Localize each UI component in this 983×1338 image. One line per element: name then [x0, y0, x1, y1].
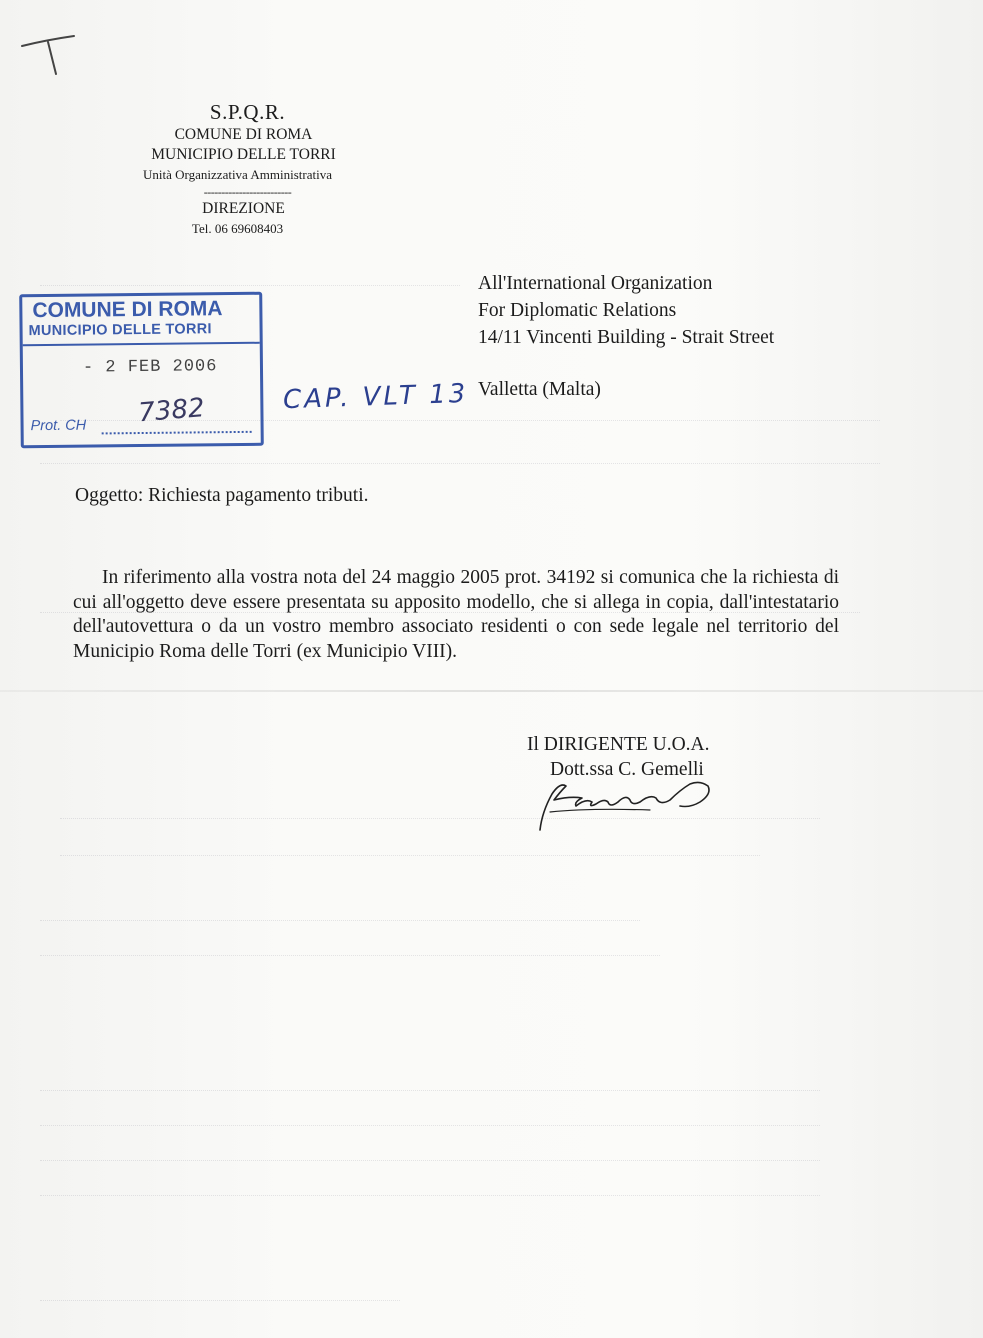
- letterhead-divider: -------------------------: [203, 185, 292, 199]
- recipient-line: 14/11 Vincenti Building - Strait Street: [478, 327, 775, 348]
- letterhead-municipio: MUNICIPIO DELLE TORRI: [151, 146, 336, 163]
- bleed-through-line: [40, 1090, 820, 1092]
- recipient-address: [478, 270, 774, 403]
- bleed-through-line: [40, 1300, 400, 1302]
- handwritten-signature: [530, 772, 730, 837]
- subject-line: Oggetto: Richiesta pagamento tributi.: [75, 485, 369, 506]
- handwritten-cap-note: CAP. VLT 13: [282, 378, 469, 416]
- bleed-through-line: [40, 463, 880, 465]
- bleed-through-line: [40, 1160, 820, 1162]
- recipient-line: For Diplomatic Relations: [478, 300, 677, 321]
- stamp-dotted-line: [102, 431, 252, 435]
- recipient-line: Valletta (Malta): [478, 379, 601, 400]
- letter-body: In riferimento alla vostra nota del 24 maggio 2005 prot. 34192 si comunica che la richiesta di cui all'oggetto deve essere presentata su apposito modello, che si allega in copia, dall'intestatario dell'autovettura o da un vostro membro associato residenti o con sede legale nel territorio del Municipio Roma delle Torri (ex Municipio VIII).: [73, 567, 839, 662]
- bleed-through-line: [40, 1125, 820, 1127]
- letterhead-comune: COMUNE DI ROMA: [174, 126, 313, 143]
- bleed-through-line: [40, 285, 460, 287]
- bleed-through-line: [40, 955, 660, 957]
- recipient-line: All'International Organization: [478, 273, 713, 294]
- signatory-name: Dott.ssa C. Gemelli: [550, 759, 704, 780]
- letterhead-spqr: S.P.Q.R.: [209, 100, 286, 124]
- bleed-through-line: [40, 920, 640, 922]
- letterhead-direzione: DIREZIONE: [202, 200, 285, 217]
- bleed-through-line: [60, 855, 760, 857]
- letterhead-unita: Unità Organizzativa Amministrativa: [143, 167, 332, 182]
- paper-fold: [0, 690, 983, 692]
- bleed-through-line: [40, 1195, 820, 1197]
- protocol-stamp: [19, 292, 264, 449]
- handwritten-t-mark: [18, 30, 78, 80]
- stamp-date: - 2 FEB 2006: [82, 357, 218, 378]
- stamp-prot-label: Prot. CH: [30, 417, 87, 435]
- letterhead-tel: Tel. 06 69608403: [191, 221, 284, 236]
- stamp-subtitle: MUNICIPIO DELLE TORRI: [28, 321, 212, 340]
- stamp-prot-number: 7382: [137, 393, 206, 429]
- signatory-title: Il DIRIGENTE U.O.A.: [527, 734, 710, 755]
- stamp-title: COMUNE DI ROMA: [32, 297, 223, 323]
- stamp-divider: [23, 342, 260, 346]
- letterhead: [105, 100, 370, 239]
